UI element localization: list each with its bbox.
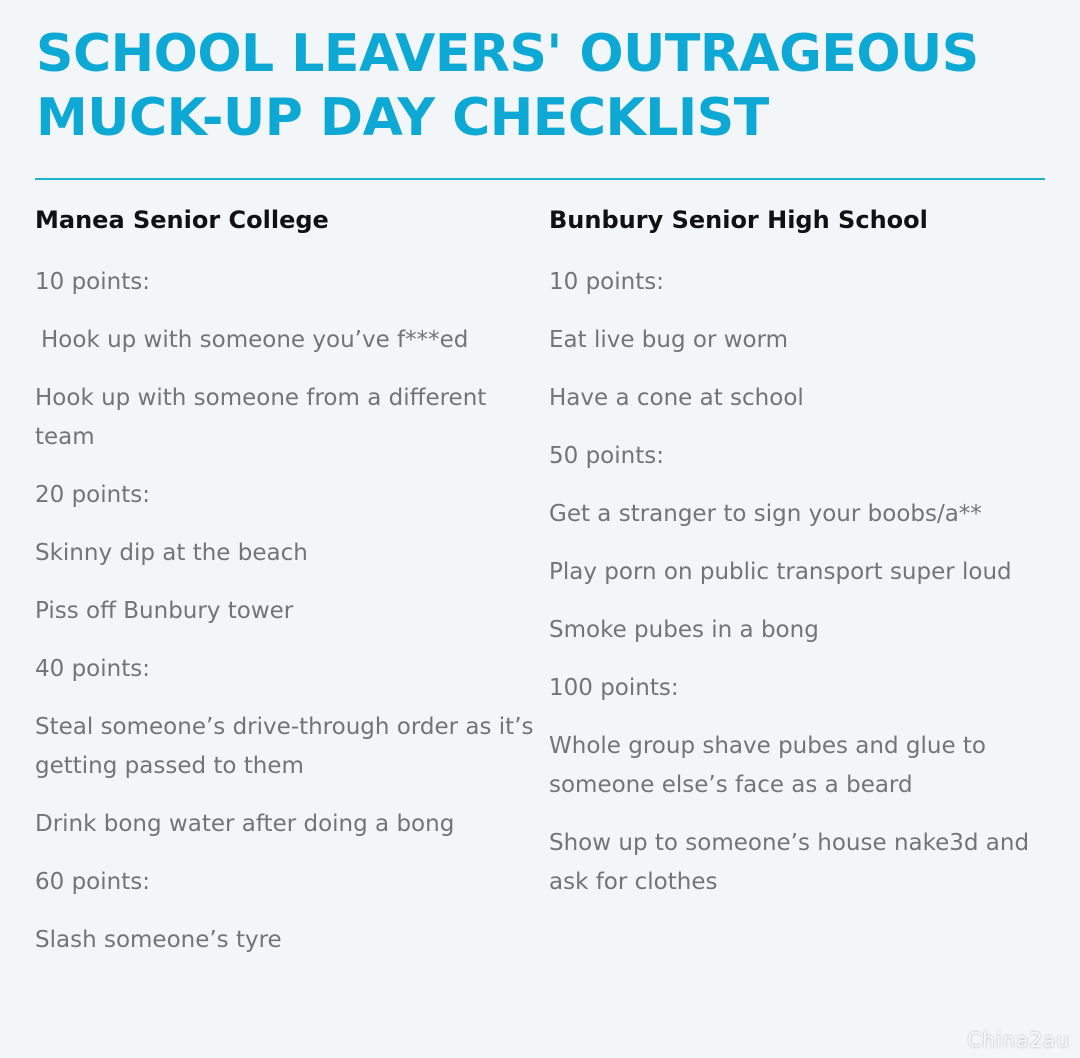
list-item: Hook up with someone you’ve f***ed (41, 327, 469, 353)
list-item: Play porn on public transport super loud (549, 559, 1012, 585)
list-item: Steal someone’s drive-through order as it’s getting passed to them (35, 714, 534, 779)
right-column (549, 196, 1059, 902)
left-column (35, 196, 535, 960)
points-label: 10 points: (549, 269, 664, 295)
list-item: Drink bong water after doing a bong (35, 811, 455, 837)
column-heading-manea: Manea Senior College (35, 206, 329, 234)
title-line-2: MUCK-UP DAY CHECKLIST (36, 88, 769, 148)
column-heading-bunbury: Bunbury Senior High School (549, 206, 928, 234)
list-item: Eat live bug or worm (549, 327, 789, 353)
page-title (36, 22, 1046, 150)
list-item: Piss off Bunbury tower (35, 598, 294, 624)
list-item: Show up to someone’s house nake3d and ask for clothes (549, 830, 1030, 895)
points-label: 100 points: (549, 675, 679, 701)
points-label: 10 points: (35, 269, 150, 295)
title-divider (35, 178, 1045, 180)
points-label: 60 points: (35, 869, 150, 895)
title-line-1: SCHOOL LEAVERS' OUTRAGEOUS (36, 24, 979, 84)
points-label: 20 points: (35, 482, 150, 508)
list-item: Hook up with someone from a different team (35, 385, 487, 450)
list-item: Smoke pubes in a bong (549, 617, 819, 643)
watermark: Chinа2au (967, 1028, 1070, 1052)
list-item: Skinny dip at the beach (35, 540, 308, 566)
points-label: 50 points: (549, 443, 664, 469)
points-label: 40 points: (35, 656, 150, 682)
list-item: Get a stranger to sign your boobs/a** (549, 501, 982, 527)
list-item: Slash someone’s tyre (35, 927, 282, 953)
list-item: Have a cone at school (549, 385, 804, 411)
list-item: Whole group shave pubes and glue to someone else’s face as a beard (549, 733, 986, 798)
